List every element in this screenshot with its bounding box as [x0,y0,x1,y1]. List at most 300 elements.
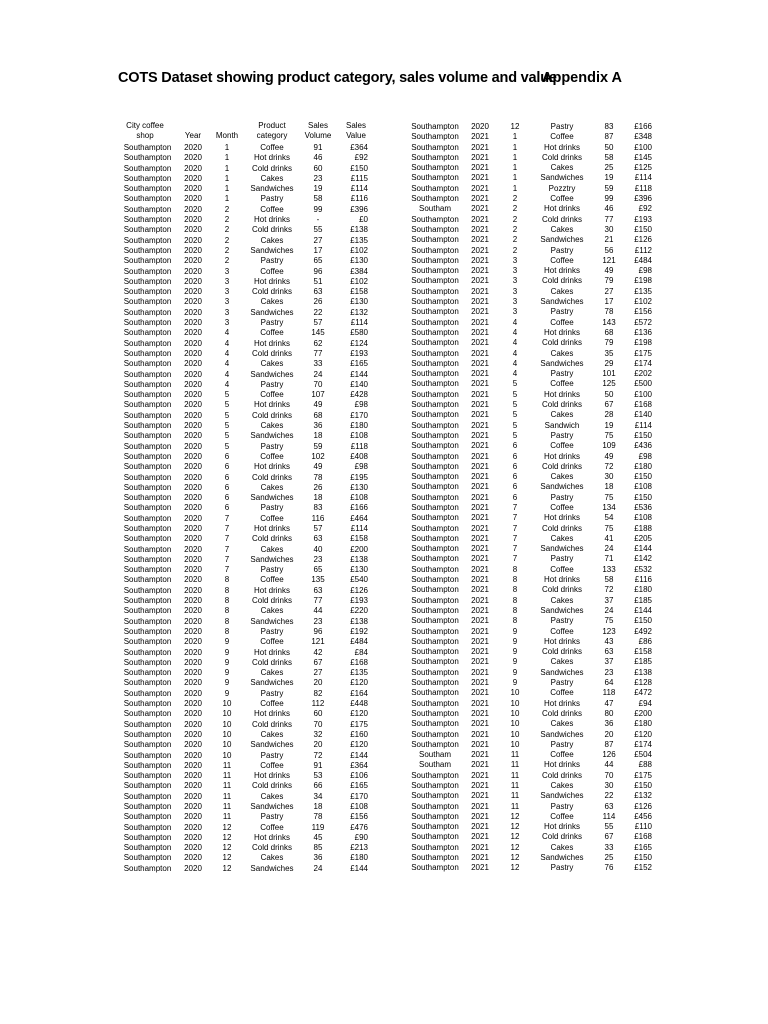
table-row [118,431,368,441]
cell-value: £114 [634,173,652,183]
cell-year: 2021 [471,811,489,821]
header-volume [299,121,337,142]
cell-year: 2020 [184,802,202,811]
cell-category: Sandwiches [250,802,294,811]
cell-city: Southampton [123,832,172,842]
cell-month: 1 [512,163,518,173]
cell-category: Hot drinks [253,338,290,348]
cell-volume: 30 [604,224,614,234]
cell-month: 4 [224,379,230,389]
table-row [408,863,652,873]
table-row [118,853,368,863]
cell-city: Southampton [411,482,459,492]
table-row [408,637,652,647]
cell-category: Cold drinks [251,719,292,729]
cell-month: 9 [224,678,230,688]
cell-volume: 18 [313,493,323,503]
cell-city: Southampton [123,616,172,626]
cell-city: Southampton [411,729,459,739]
cell-volume: - [316,215,320,225]
cell-category: Coffee [260,760,284,770]
cell-city: Southampton [411,801,459,811]
cell-volume: 57 [313,523,323,533]
cell-month: 3 [224,276,230,286]
cell-year: 2021 [471,667,489,677]
table-row [118,174,368,184]
cell-city: Southampton [123,740,172,750]
cell-year: 2020 [184,462,202,472]
table-row [408,503,652,513]
cell-year: 2021 [471,595,489,605]
cell-city: Southampton [123,503,172,513]
cell-volume: 68 [604,327,614,337]
cell-year: 2020 [184,297,202,307]
table-row [118,308,368,318]
cell-city: Southampton [411,430,459,440]
cell-city: Southampton [411,358,459,368]
cell-month: 7 [512,544,518,554]
table-row [408,802,652,812]
cell-category: Cold drinks [541,770,582,780]
cell-value: £128 [634,678,652,688]
cell-value: £126 [350,585,368,595]
cell-city: Southampton [123,153,172,163]
cell-year: 2020 [184,328,202,338]
table-row [118,184,368,194]
cell-category: Sandwiches [540,482,584,492]
cell-category: Pastry [550,245,574,255]
cell-value: £408 [350,451,368,461]
cell-value: £115 [350,173,368,183]
cell-month: 7 [224,534,230,544]
cell-category: Sandwiches [250,307,294,317]
cell-value: £88 [638,760,652,770]
table-row [408,184,652,194]
cell-month: 8 [224,606,230,616]
table-row [118,194,368,204]
cell-year: 2020 [184,173,202,183]
cell-volume: 75 [604,492,614,502]
cell-value: £168 [634,832,652,842]
cell-year: 2020 [184,709,202,719]
cell-city: Southampton [411,626,459,636]
cell-category: Coffee [260,513,284,523]
table-row [118,586,368,596]
header-category-line2: category [256,131,288,141]
cell-city: Southampton [123,771,172,781]
cell-value: £164 [350,688,368,698]
cell-year: 2020 [184,534,202,544]
cell-year: 2020 [184,215,202,225]
cell-year: 2020 [471,122,489,131]
table-row [408,482,652,492]
cell-city: Southampton [123,359,172,369]
cell-city: Southampton [411,389,459,399]
cell-month: 7 [224,523,230,533]
cell-month: 5 [224,431,230,441]
cell-value: £136 [634,327,652,337]
table-row [118,658,368,668]
cell-value: £144 [634,605,652,615]
cell-city: Southampton [123,668,172,678]
cell-category: Pastry [260,441,284,451]
cell-year: 2021 [471,739,489,749]
cell-year: 2020 [184,750,202,760]
cell-month: 5 [512,410,518,420]
cell-category: Pastry [260,750,284,760]
table-row [118,287,368,297]
cell-year: 2021 [471,472,489,482]
cell-city: Southampton [123,647,172,657]
table-row [408,575,652,585]
cell-value: £138 [350,554,368,564]
cell-value: £120 [350,740,368,750]
cell-city: Southampton [411,132,459,142]
cell-category: Hot drinks [253,585,290,595]
cell-category: Cold drinks [251,410,292,420]
cell-month: 11 [510,770,520,780]
table-row [408,215,652,225]
cell-value: £180 [634,719,652,729]
cell-volume: 30 [604,781,614,790]
cell-city: Southampton [123,482,172,492]
cell-month: 10 [222,750,232,760]
table-row [118,277,368,287]
cell-city: Southampton [123,245,172,255]
table-row [118,812,368,822]
cell-month: 11 [222,771,232,781]
cell-volume: 24 [604,544,614,554]
cell-volume: 78 [604,307,614,317]
cell-month: 9 [512,678,518,688]
cell-city: Southampton [123,307,172,317]
header-value [337,121,375,142]
cell-month: 10 [222,709,232,719]
table-row [118,545,368,555]
cell-value: £140 [350,379,368,389]
table-row [118,442,368,452]
cell-value: £448 [350,699,368,709]
cell-volume: 126 [602,750,616,760]
cell-category: Hot drinks [253,215,290,225]
table-row [118,483,368,493]
cell-year: 2021 [471,544,489,554]
cell-category: Cold drinks [251,472,292,482]
table-row [408,688,652,698]
cell-year: 2020 [184,585,202,595]
cell-city: Southampton [123,843,172,853]
cell-volume: 68 [313,410,323,420]
cell-category: Cold drinks [251,163,292,173]
cell-category: Hot drinks [253,647,290,657]
cell-value: £180 [634,585,652,595]
cell-value: £114 [350,184,368,194]
cell-category: Cold drinks [541,461,582,471]
cell-city: Southampton [123,143,172,152]
cell-year: 2021 [471,729,489,739]
table-row [408,266,652,276]
cell-month: 12 [222,863,232,873]
cell-month: 7 [224,513,230,523]
table-row [408,132,652,142]
cell-year: 2021 [471,719,489,729]
cell-month: 2 [224,204,230,214]
cell-month: 7 [512,533,518,543]
cell-month: 9 [224,657,230,667]
cell-category: Pastry [550,616,574,626]
cell-category: Hot drinks [543,327,580,337]
header-value-line1: Sales [345,121,366,130]
cell-month: 12 [510,842,520,852]
table-row [408,843,652,853]
cell-volume: 60 [313,163,323,173]
cell-city: Southampton [123,379,172,389]
cell-volume: 96 [313,626,323,636]
cell-value: £580 [350,328,368,338]
cell-year: 2020 [184,740,202,750]
cell-city: Southampton [411,276,459,286]
cell-year: 2021 [471,369,489,379]
table-row [118,751,368,761]
cell-city: Southampton [411,863,459,873]
cell-volume: 66 [313,781,323,791]
cell-city: Southampton [123,184,172,194]
cell-category: Cakes [550,472,574,482]
cell-month: 12 [222,843,232,853]
table-row [408,657,652,667]
cell-city: Southampton [123,637,172,647]
table-row [408,565,652,575]
cell-city: Southam [418,750,452,760]
cell-city: Southampton [123,225,172,235]
cell-city: Southampton [411,379,459,389]
cell-category: Cakes [550,781,574,790]
cell-year: 2020 [184,235,202,245]
cell-volume: 121 [602,255,616,265]
cell-category: Cold drinks [251,225,292,235]
cell-city: Southam [418,760,452,770]
table-row [118,370,368,380]
cell-year: 2020 [184,276,202,286]
cell-year: 2020 [184,338,202,348]
cell-year: 2021 [471,204,489,214]
cell-category: Hot drinks [253,276,290,286]
cell-city: Southampton [123,421,172,431]
cell-value: £108 [634,513,652,523]
cell-year: 2021 [471,451,489,461]
table-row [408,699,652,709]
cell-month: 11 [510,791,520,801]
cell-city: Southampton [411,266,459,276]
cell-year: 2021 [471,194,489,204]
cell-volume: 23 [313,173,323,183]
cell-month: 12 [510,822,520,832]
cell-year: 2020 [184,575,202,585]
cell-value: £150 [634,616,652,626]
cell-month: 1 [224,194,230,204]
cell-category: Cakes [550,410,574,420]
cell-city: Southampton [123,338,172,348]
cell-month: 10 [510,729,520,739]
table-row [118,575,368,585]
cell-value: £174 [634,739,652,749]
cell-month: 10 [510,719,520,729]
cell-year: 2021 [471,853,489,863]
table-row [408,832,652,842]
cell-year: 2020 [184,616,202,626]
cell-category: Hot drinks [543,636,580,646]
cell-volume: 77 [313,348,323,358]
cell-value: £484 [350,637,368,647]
cell-category: Sandwich [544,420,580,430]
table-row [408,822,652,832]
cell-category: Cold drinks [251,596,292,606]
header-year-line1 [177,121,209,131]
cell-city: Southampton [411,451,459,461]
cell-value: £205 [634,533,652,543]
cell-city: Southampton [123,276,172,286]
cell-year: 2021 [471,420,489,430]
cell-city: Southampton [411,502,459,512]
cell-year: 2020 [184,771,202,781]
cell-value: £185 [634,595,652,605]
cell-volume: 65 [313,256,323,266]
cell-category: Cold drinks [541,832,582,842]
cell-year: 2020 [184,307,202,317]
table-row [408,668,652,678]
table-row [408,472,652,482]
cell-volume: 63 [604,647,614,657]
cell-category: Cold drinks [251,348,292,358]
cell-volume: 58 [604,575,614,585]
cell-category: Coffee [260,266,284,276]
cell-month: 9 [512,667,518,677]
cell-year: 2021 [471,708,489,718]
table-row [408,369,652,379]
cell-city: Southampton [411,770,459,780]
cell-year: 2020 [184,688,202,698]
cell-volume: 85 [313,843,323,853]
cell-value: £98 [354,400,368,410]
table-row [408,204,652,214]
cell-volume: 44 [604,760,614,770]
cell-year: 2020 [184,400,202,410]
cell-year: 2020 [184,832,202,842]
cell-value: £156 [634,307,652,317]
cell-value: £102 [634,297,652,307]
cell-month: 1 [224,173,230,183]
cell-year: 2021 [471,605,489,615]
cell-value: £180 [350,853,368,863]
table-row [118,792,368,802]
cell-month: 2 [512,224,518,234]
cell-year: 2020 [184,225,202,235]
cell-year: 2021 [471,245,489,255]
cell-month: 8 [512,564,518,574]
cell-value: £504 [634,750,652,760]
cell-value: £92 [638,204,652,214]
cell-month: 3 [224,266,230,276]
table-row [408,513,652,523]
cell-year: 2021 [471,791,489,801]
cell-volume: 63 [313,287,323,297]
cell-volume: 62 [313,338,323,348]
cell-category: Cold drinks [541,523,582,533]
cell-city: Southampton [411,224,459,234]
cell-category: Hot drinks [253,523,290,533]
cell-value: £150 [634,492,652,502]
cell-volume: 125 [602,379,616,389]
table-row [118,153,368,163]
cell-volume: 58 [604,152,614,162]
cell-category: Pastry [550,801,574,811]
cell-year: 2020 [184,143,202,152]
cell-year: 2020 [184,348,202,358]
cell-value: £100 [634,389,652,399]
header-volume-line2: Volume [304,131,332,141]
cell-value: £124 [350,338,368,348]
cell-city: Southampton [411,255,459,265]
table-row [118,771,368,781]
table-row [408,709,652,719]
table-row [118,411,368,421]
cell-value: £396 [350,204,368,214]
table-row [408,493,652,503]
table-row [408,328,652,338]
cell-year: 2021 [471,152,489,162]
cell-year: 2021 [471,173,489,183]
table-row [408,462,652,472]
table-row [118,678,368,688]
cell-value: £193 [350,596,368,606]
cell-month: 11 [222,802,232,811]
cell-city: Southampton [411,461,459,471]
table-row [118,802,368,812]
cell-month: 10 [222,719,232,729]
cell-category: Sandwiches [540,605,584,615]
cell-year: 2020 [184,647,202,657]
cell-volume: 75 [604,523,614,533]
cell-value: £120 [350,709,368,719]
cell-volume: 27 [313,235,323,245]
cell-value: £130 [350,256,368,266]
table-row [118,267,368,277]
cell-value: £192 [350,626,368,636]
cell-city: Southampton [123,451,172,461]
cell-month: 7 [512,502,518,512]
cell-city: Southampton [411,235,459,245]
cell-year: 2021 [471,389,489,399]
cell-month: 6 [224,482,230,492]
cell-city: Southampton [411,781,459,790]
cell-value: £540 [350,575,368,585]
table-row [408,812,652,822]
cell-year: 2021 [471,842,489,852]
cell-month: 12 [510,832,520,842]
cell-city: Southampton [123,554,172,564]
cell-year: 2020 [184,678,202,688]
cell-category: Pastry [260,565,284,575]
cell-volume: 50 [604,389,614,399]
cell-volume: 64 [604,678,614,688]
cell-value: £484 [634,255,652,265]
cell-year: 2021 [471,400,489,410]
cell-volume: 17 [313,245,323,255]
cell-volume: 58 [313,194,323,204]
cell-year: 2021 [471,636,489,646]
cell-year: 2021 [471,585,489,595]
table-row [408,647,652,657]
